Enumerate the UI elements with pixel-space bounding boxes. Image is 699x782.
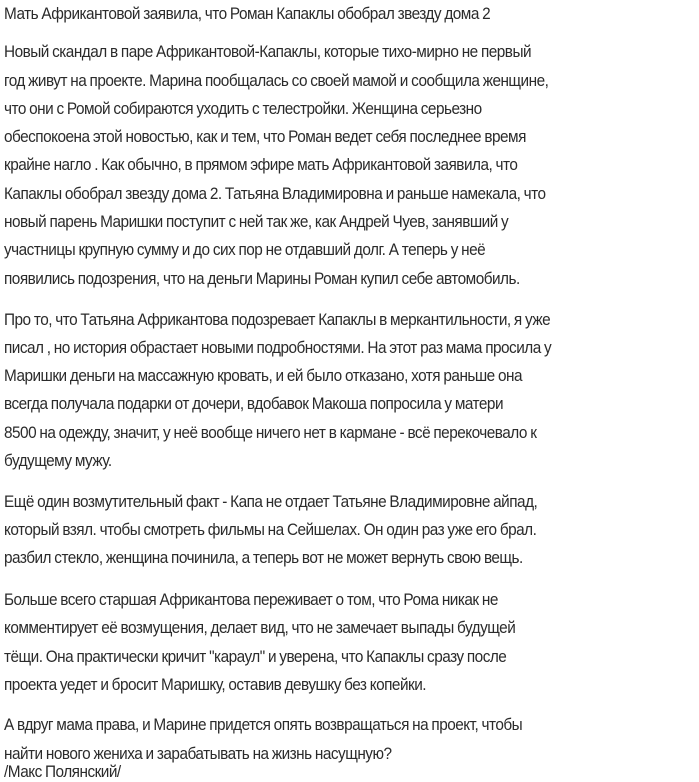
text-line: Больше всего старшая Африкантова переживает о том, что Рома никак не <box>4 591 498 609</box>
text-line: который взял. чтобы смотреть фильмы на Сейшелах. Он один раз уже его брал. <box>4 521 537 539</box>
text-line: комментирует её возмущения, делает вид, что не замечает выпады будущей <box>4 619 516 637</box>
text-line: будущему мужу. <box>4 452 112 470</box>
text-line: писал , но история обрастает новыми подробностями. На этот раз мама просила у <box>4 339 552 357</box>
text-line: Ещё один возмутительный факт - Капа не отдает Татьяне Владимировне айпад, <box>4 493 538 511</box>
text-line: 8500 на одежду, значит, у неё вообще ничего нет в кармане - всё перекочевало к <box>4 424 537 442</box>
text-line: что они с Ромой собираются уходить с телестройки. Женщина серьезно <box>4 100 482 118</box>
article-title: Мать Африкантовой заявила, что Роман Капаклы обобрал звезду дома 2 <box>4 5 491 23</box>
text-line: новый парень Маришки поступит с ней так же, как Андрей Чуев, занявший у <box>4 213 509 231</box>
text-line: тёщи. Она практически кричит "караул" и уверена, что Капаклы сразу после <box>4 648 507 666</box>
text-line: разбил стекло, женщина починила, а теперь вот не может вернуть свою вещь. <box>4 549 523 567</box>
text-line: Капаклы обобрал звезду дома 2. Татьяна Владимировна и раньше намекала, что <box>4 185 546 203</box>
text-line: обеспокоена этой новостью, как и тем, что Роман ведет себя последнее время <box>4 128 526 146</box>
author-signature: /Макс Полянский/ <box>4 763 121 781</box>
text-line: Новый скандал в паре Африкантовой-Капаклы, которые тихо-мирно не первый <box>4 43 532 61</box>
text-line: год живут на проекте. Марина пообщалась со своей мамой и сообщила женщине, <box>4 72 549 90</box>
text-line: проекта уедет и бросит Маришку, оставив девушку без копейки. <box>4 676 427 694</box>
text-line: Про то, что Татьяна Африкантова подозревает Капаклы в меркантильности, я уже <box>4 311 551 329</box>
text-line: Маришки деньги на массажную кровать, и ей было отказано, хотя раньше она <box>4 367 523 385</box>
text-line: появились подозрения, что на деньги Марины Роман купил себе автомобиль. <box>4 270 520 288</box>
text-line: А вдруг мама права, и Марине придется опять возвращаться на проект, чтобы <box>4 716 523 734</box>
text-line: найти нового жениха и зарабатывать на жизнь насущную? <box>4 745 392 763</box>
text-line: крайне нагло . Как обычно, в прямом эфире мать Африкантовой заявила, что <box>4 156 518 174</box>
text-line: всегда получала подарки от дочери, вдобавок Макоша попросила у матери <box>4 395 504 413</box>
text-line: участницы крупную сумму и до сих пор не отдавший долг. А теперь у неё <box>4 241 486 259</box>
